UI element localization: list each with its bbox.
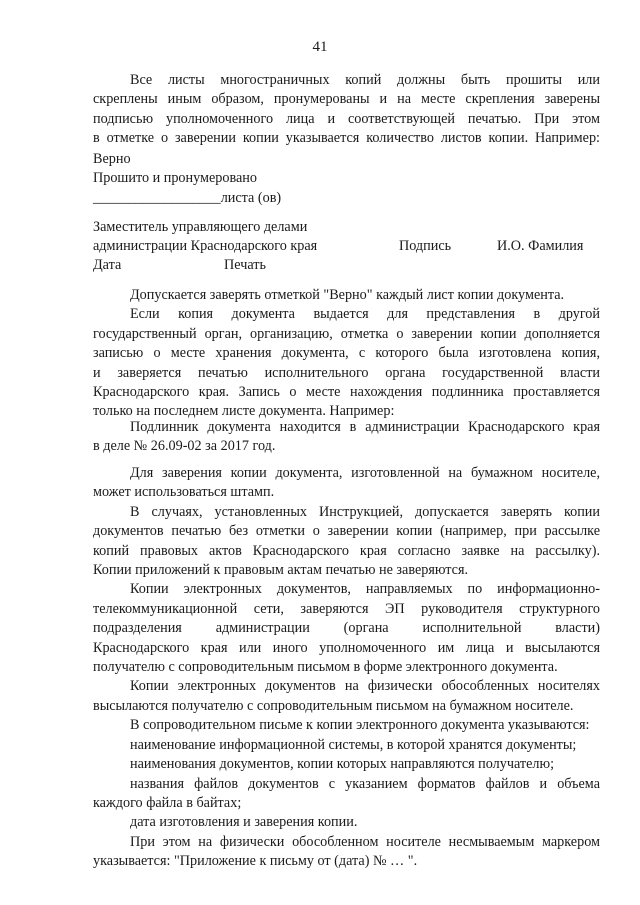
- text-line: и заверяется печатью исполнительного органа государственной власти: [93, 364, 600, 381]
- date-stamp-row: [93, 256, 600, 276]
- text-line: В сопроводительном письме к копии электронного документа указываются:: [130, 717, 590, 734]
- text-line: В случаях, установленных Инструкцией, допускается заверять копии: [130, 503, 600, 520]
- text-line: каждого файла в байтах;: [93, 794, 242, 811]
- text-line: Копии приложений к правовым актам печатью не заверяются.: [93, 562, 469, 579]
- paragraph-stamps-electronic: [93, 464, 600, 872]
- text-line: только на последнем листе документа. Например:: [93, 403, 395, 420]
- text-line: телекоммуникационной сети, заверяются ЭП руководителя структурного: [93, 600, 600, 617]
- text-line: Копии электронных документов на физически обособленных носителях: [130, 678, 600, 695]
- text-line: Копии электронных документов, направляемых по информационно-: [130, 581, 600, 598]
- text-line: подписью уполномоченного лица и соответствующей печатью. При этом: [93, 110, 600, 127]
- text-line: записью о месте хранения документа, с которого была изготовлена копия,: [93, 345, 600, 362]
- text-line: скреплены иным образом, пронумерованы и на месте скрепления заверены: [93, 91, 600, 108]
- text-line: дата изготовления и заверения копии.: [130, 814, 358, 831]
- name-label: И.О. Фамилия: [497, 238, 584, 254]
- proshito-label: Прошито и пронумеровано: [93, 170, 257, 187]
- text-line: получателю с сопроводительным письмом в форме электронного документа.: [93, 659, 558, 676]
- paragraph-copy-marking: [93, 286, 600, 422]
- text-line: наименование информационной системы, в которой хранятся документы;: [130, 736, 577, 753]
- text-line: Для заверения копии документа, изготовленной на бумажном носителе,: [130, 465, 600, 481]
- verno-label: Верно: [93, 151, 131, 167]
- signature-row: [93, 237, 600, 257]
- text-line: копий правовых актов Краснодарского края согласно заявке на рассылку).: [93, 542, 600, 559]
- text-line: названия файлов документов с указанием форматов файлов и объема: [130, 775, 600, 792]
- date-label: Дата: [93, 257, 122, 273]
- text-line: документов печатью без отметки о заверении копии (например, при рассылке: [93, 523, 600, 540]
- text-line: Все листы многостраничных копий должны быть прошиты или: [130, 72, 600, 88]
- text-line: Краснодарского края. Запись о месте нахождения подлинника проставляется: [93, 384, 600, 401]
- signature-label: Подпись: [399, 238, 452, 254]
- text-line: Подлинник документа находится в администрации Краснодарского края: [130, 419, 600, 435]
- text-line: указывается: "Приложение к письму от (дата) № … ".: [93, 853, 418, 870]
- example-paragraph: [93, 418, 600, 457]
- certification-sample: [93, 150, 600, 208]
- text-line: При этом на физически обособленном носителе несмываемым маркером: [130, 833, 600, 850]
- text-line: Краснодарского края или иного уполномоченного им лица и высылаются: [93, 639, 600, 656]
- stamp-label: Печать: [224, 257, 266, 273]
- intro-paragraph: [93, 71, 600, 149]
- page-number: 41: [312, 39, 328, 55]
- text-line: высылаются получателю с сопроводительным письмом на бумажном носителе.: [93, 697, 574, 714]
- position-title: [93, 218, 600, 237]
- text-line: подразделения администрации (органа исполнительной власти): [93, 620, 600, 637]
- text-line: государственный орган, организацию, отметка о заверении копии дополняется: [93, 325, 600, 342]
- position-line: Заместитель управляющего делами: [93, 219, 308, 235]
- text-line: Если копия документа выдается для представления в другой: [130, 306, 600, 323]
- text-line: в отметке о заверении копии указывается количество листов копии. Например:: [93, 130, 600, 147]
- text-line: наименования документов, копии которых направляются получателю;: [130, 756, 555, 773]
- text-line: может использоваться штамп.: [93, 484, 275, 501]
- position-line: администрации Краснодарского края: [93, 238, 318, 254]
- text-line: Допускается заверять отметкой "Верно" каждый лист копии документа.: [130, 287, 565, 303]
- text-line: в деле № 26.09-02 за 2017 год.: [93, 438, 276, 455]
- sheet-count-line: __________________листа (ов): [93, 189, 282, 206]
